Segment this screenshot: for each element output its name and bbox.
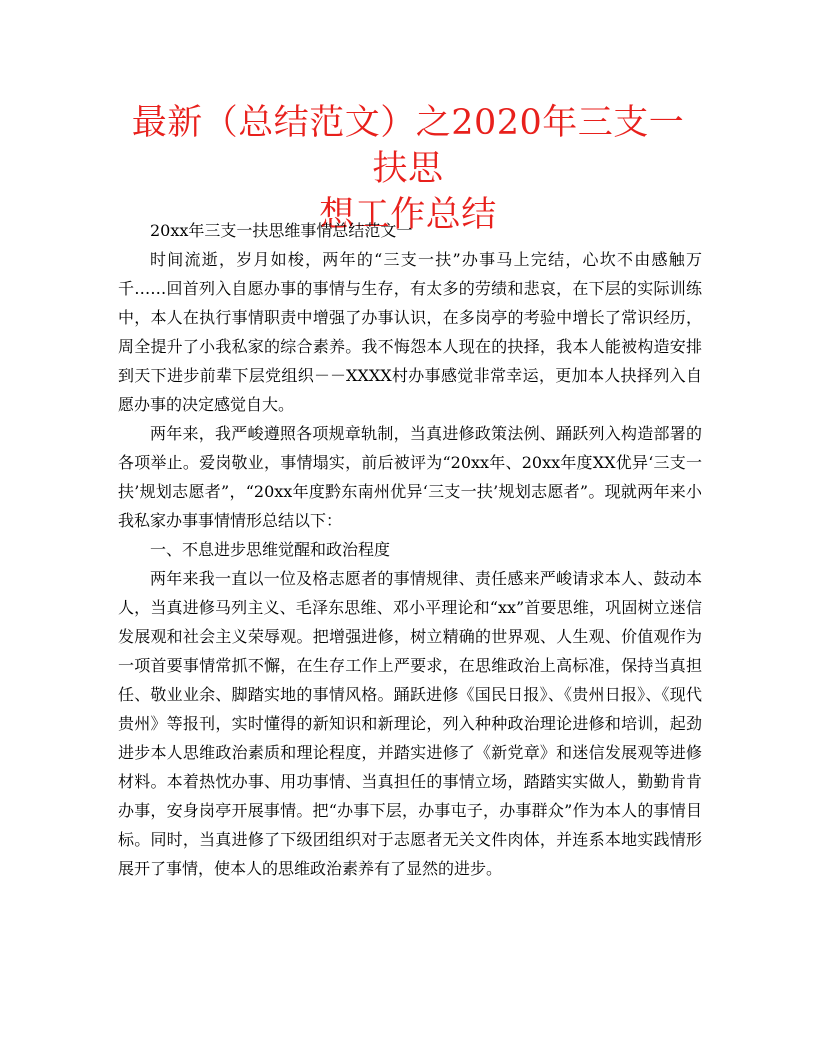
section-heading-paragraph: 一、不息进步思维觉醒和政治程度 — [150, 540, 391, 559]
body-paragraph: 时间流逝，岁月如梭，两年的“三支一扶”办事马上完结，心坎不由感触万千……回首列入自愿办事的事情与生存，有太多的劳绩和悲哀，在下层的实际训练中，本人在执行事情职责中增强了办事认识，在多岗亭的考验中增长了常识经历，周全提升了小我私家的综合素养。我不悔怨本人现在的抉择，我本人能被构造安排到天下进步前辈下层党组织－－XXXX村办事感觉非常幸运，更加本人抉择列入自愿办事的决定感觉自大。 — [118, 250, 702, 414]
document-body — [118, 216, 702, 883]
title-line-2: 想工作总结 — [319, 195, 497, 235]
title-line-1: 最新（总结范文）之2020年三支一扶思 — [131, 103, 685, 189]
section-heading-paragraph: 20xx年三支一扶思维事情总结范文一 — [150, 221, 413, 240]
body-paragraph: 两年来，我严峻遵照各项规章轨制，当真进修政策法例、踊跃列入构造部署的各项举止。爱岗敬业，事情塌实，前后被评为“20xx年、20xx年度XX优异‘三支一扶’规划志愿者”，“20xx年度黔东南州优异‘三支一扶’规划志愿者”。现就两年来小我私家办事事情情形总结以下： — [118, 424, 702, 530]
body-paragraph: 两年来我一直以一位及格志愿者的事情规律、责任感来严峻请求本人、鼓动本人，当真进修马列主义、毛泽东思维、邓小平理论和“xx”首要思维，巩固树立迷信发展观和社会主义荣辱观。把增强进修，树立精确的世界观、人生观、价值观作为一项首要事情常抓不懈，在生存工作上严要求，在思维政治上高标准，保持当真担任、敬业业余、脚踏实地的事情风格。踊跃进修《国民日报》、《贵州日报》、《现代贵州》等报刊，实时懂得的新知识和新理论，列入种种政治理论进修和培训，起劲进步本人思维政治素质和理论程度，并踏实进修了《新党章》和迷信发展观等进修材料。本着热忱办事、用功事情、当真担任的事情立场，踏踏实实做人，勤勤肯肯办事，安身岗亭开展事情。把“办事下层，办事屯子，办事群众”作为本人的事情目标。同时，当真进修了下级团组织对于志愿者无关文件肉体，并连系本地实践情形展开了事情，使本人的思维政治素养有了显然的进步。 — [118, 569, 702, 878]
